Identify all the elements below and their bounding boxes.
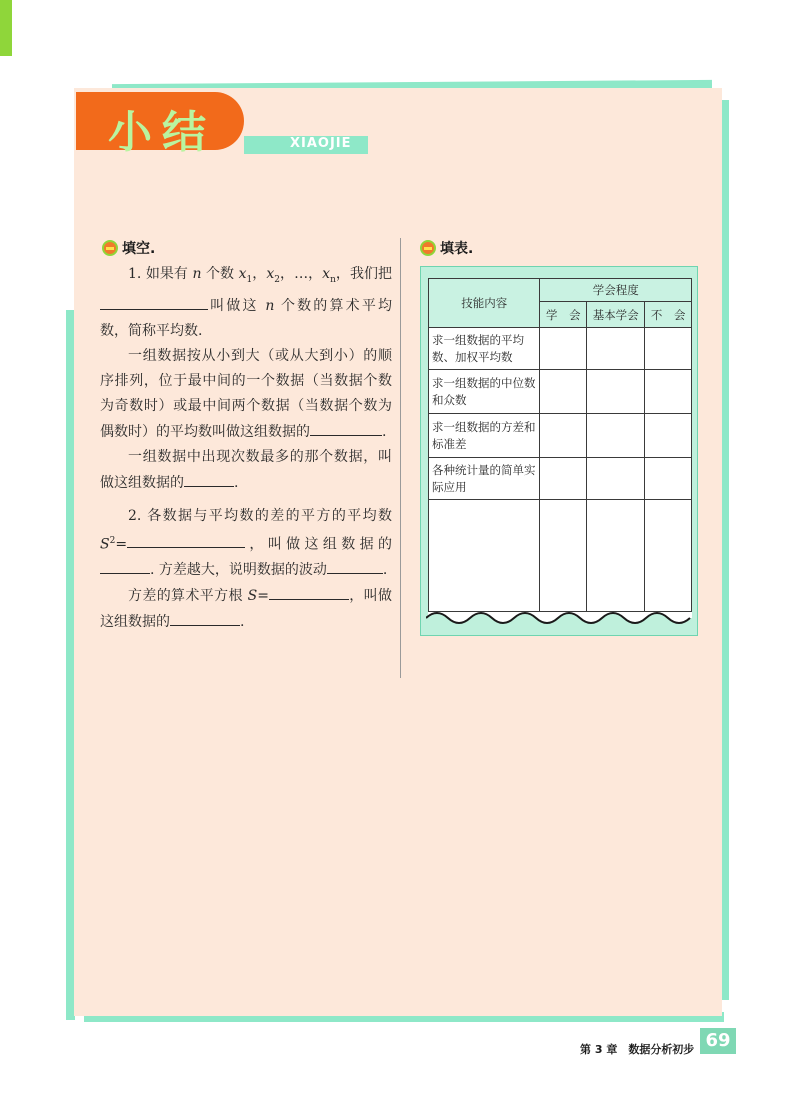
corner-mark xyxy=(0,0,12,56)
fluctuation-blank[interactable] xyxy=(327,557,383,574)
table-cell[interactable] xyxy=(540,370,587,414)
median-paragraph: 一组数据按从小到大（或从大到小）的顺序排列，位于最中间的一个数据（当数据个数为奇数时）或最中间两个数据（当数据个数为偶数时）的平均数叫做这组数据的 . xyxy=(100,347,392,440)
std-blank[interactable] xyxy=(170,609,240,626)
level-learned: 学 会 xyxy=(540,302,587,328)
mode-blank[interactable] xyxy=(184,470,234,487)
row-label: 求一组数据的中位数和众数 xyxy=(429,370,540,414)
table-cell[interactable] xyxy=(645,328,692,370)
row-label: 求一组数据的方差和标准差 xyxy=(429,414,540,458)
fill-table-heading-text: 填表. xyxy=(440,241,474,257)
level-not: 不 会 xyxy=(645,302,692,328)
row-label: 求一组数据的平均数、加权平均数 xyxy=(429,328,540,370)
item-1: 1. 如果有 n 个数 $x_1$，$x_2$，…，$x_n$，我们把 叫做这 n 个数的算术平均数，简称平均数. xyxy=(100,266,393,339)
table-row xyxy=(429,328,692,370)
table-cell[interactable] xyxy=(587,414,645,458)
std-paragraph: 方差的算术平方根 S= ，叫做这组数据的 . xyxy=(100,583,392,635)
std-formula-blank[interactable] xyxy=(269,583,349,600)
table-cell[interactable] xyxy=(540,458,587,500)
item-2: 2. 各数据与平均数的差的平方的平均数 $S^2=$ ，叫做这组数据的. 方差越大，说明数据的波动 . xyxy=(100,507,392,579)
skill-header: 技能内容 xyxy=(429,279,540,328)
variance-formula-blank[interactable] xyxy=(127,531,245,548)
section-title: 小结 xyxy=(108,107,216,158)
fill-blank-heading xyxy=(102,238,155,258)
table-row xyxy=(429,458,692,500)
section-title-pinyin: XIAOJIE xyxy=(290,136,352,151)
table-cell[interactable] xyxy=(587,370,645,414)
pencil-badge-icon xyxy=(102,240,118,256)
fill-blank-content xyxy=(100,262,392,635)
pencil-badge-icon xyxy=(420,240,436,256)
mean-blank[interactable] xyxy=(100,293,208,310)
table-cell[interactable] xyxy=(540,500,587,612)
fill-blank-heading-text: 填空. xyxy=(122,241,156,257)
table-cell[interactable] xyxy=(645,370,692,414)
torn-edge-wave xyxy=(426,604,694,634)
row-label: 各种统计量的简单实际应用 xyxy=(429,458,540,500)
level-basic: 基本学会 xyxy=(587,302,645,328)
table-cell[interactable] xyxy=(645,414,692,458)
chapter-footer: 第 3 章 数据分析初步 xyxy=(580,1043,695,1056)
variance-blank[interactable] xyxy=(100,557,150,574)
table-cell[interactable] xyxy=(587,458,645,500)
column-divider xyxy=(400,238,401,678)
table-cell[interactable] xyxy=(540,414,587,458)
table-cell[interactable] xyxy=(645,500,692,612)
mode-paragraph: 一组数据中出现次数最多的那个数据，叫做这组数据的 . xyxy=(100,448,392,491)
fill-table-heading xyxy=(420,238,473,258)
page-number: 69 xyxy=(700,1028,736,1054)
table-cell[interactable] xyxy=(429,500,540,612)
table-cell[interactable] xyxy=(587,500,645,612)
table-cell[interactable] xyxy=(540,328,587,370)
median-blank[interactable] xyxy=(310,419,382,436)
table-row xyxy=(429,370,692,414)
table-row xyxy=(429,500,692,612)
table-cell[interactable] xyxy=(645,458,692,500)
table-cell[interactable] xyxy=(587,328,645,370)
level-header: 学会程度 xyxy=(540,279,692,302)
skill-table xyxy=(428,278,692,612)
table-row xyxy=(429,414,692,458)
